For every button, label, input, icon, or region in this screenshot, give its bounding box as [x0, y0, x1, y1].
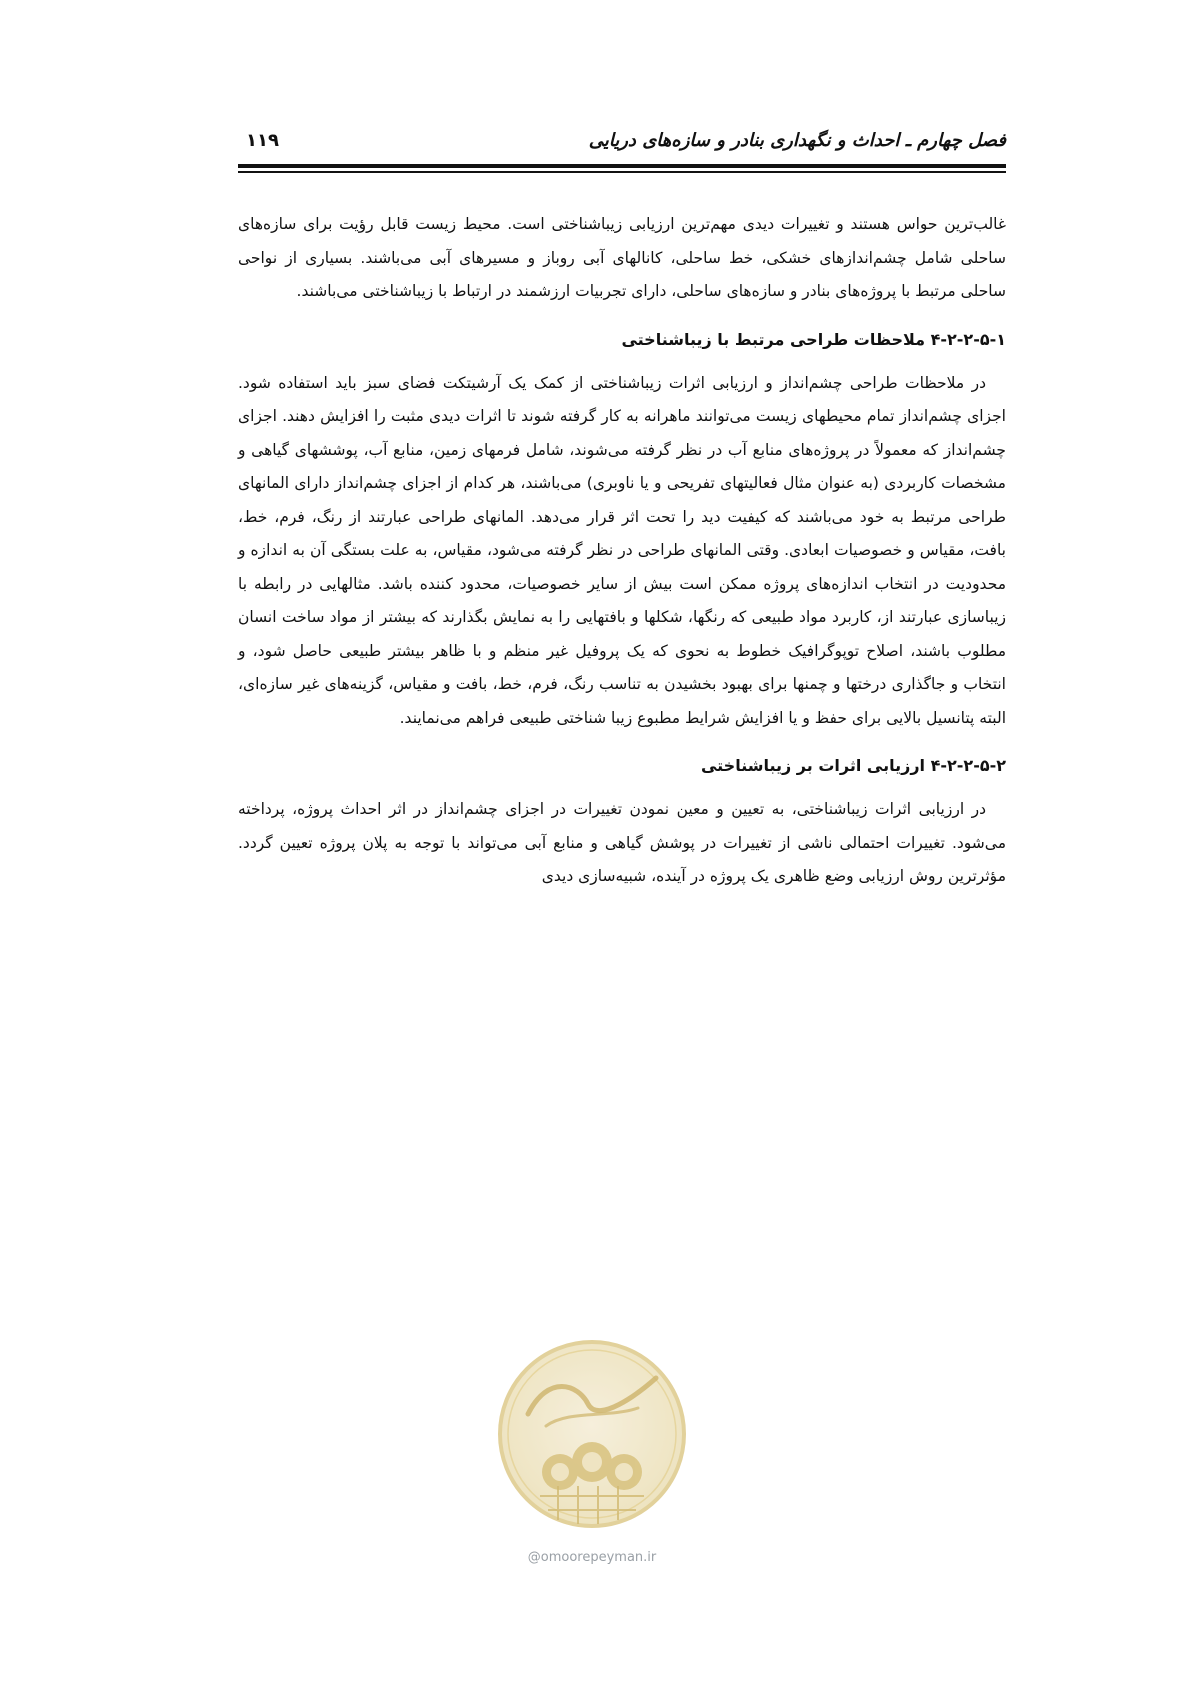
page-body — [238, 208, 1006, 894]
header-rule — [238, 164, 1006, 168]
at-icon: @ — [527, 1550, 541, 1565]
watermark-logo — [488, 1334, 696, 1542]
section-heading-1: ۴-۲-۲-۵-۱ ملاحظات طراحی مرتبط با زیباشناختی — [621, 329, 1006, 349]
section-heading-2: ۴-۲-۲-۵-۲ ارزیابی اثرات بر زیباشناختی — [700, 756, 1006, 775]
watermark-url-text: omoorepeyman.ir — [540, 1550, 657, 1565]
paragraph-3: در ارزیابی اثرات زیباشناختی، به تعیین و معین نمودن تغییرات در اجزای چشم‌انداز در اثر احداث پروژه، پرداخته می‌شود. تغییرات احتمالی ناشی از تغییرات در پوشش گیاهی و منابع آبی می‌تواند با توجه به پلان پروژه تعیین گردد. مؤثرترین روش ارزیابی وضع ظاهری یک پروژه در آینده، شبیه‌سازی دیدی — [238, 800, 1006, 885]
page-number: ۱۱۹ — [246, 130, 279, 151]
chapter-title: فصل چهارم ـ احداث و نگهداری بنادر و سازه‌های دریایی — [588, 130, 1006, 151]
watermark-url — [490, 1550, 694, 1565]
paragraph-1: غالب‌ترین حواس هستند و تغییرات دیدی مهم‌ترین ارزیابی زیباشناختی است. محیط زیست قابل رؤیت برای سازه‌های ساحلی شامل چشم‌اندازهای خشکی، خط ساحلی، کانالهای آبی روباز و مسیرهای آبی می‌باشند. بسیاری از نواحی ساحلی مرتبط با پروژه‌های بنادر و سازه‌های ساحلی، دارای تجربیات ارزشمند در ارتباط با زیباشناختی می‌باشند. — [238, 215, 1006, 300]
paragraph-2: در ملاحظات طراحی چشم‌انداز و ارزیابی اثرات زیباشناختی از کمک یک آرشیتکت فضای سبز باید استفاده شود. اجزای چشم‌انداز تمام محیطهای زیست می‌توانند ماهرانه به کار گرفته شوند تا اثرات دیدی مثبت را افزایش دهند. اجزای چشم‌انداز که معمولاً در پروژه‌های منابع آب در نظر گرفته می‌شوند، شامل فرمهای زمین، منابع آب، پوششهای گیاهی و مشخصات کاربردی (به عنوان مثال فعالیتهای تفریحی و یا ناوبری) می‌باشند، هر کدام از اجزای چشم‌انداز دارای المانهای طراحی مرتبط به خود می‌باشند که کیفیت دید را تحت اثر قرار می‌دهد. المانهای طراحی عبارتند از رنگ، فرم، خط، بافت، مقیاس و خصوصیات ابعادی. وقتی المانهای طراحی در نظر گرفته می‌شود، مقیاس، به علت بستگی آن به اندازه و محدودیت در انتخاب اندازه‌های پروژه ممکن است بیش از سایر خصوصیات، محدود کننده باشد. مثالهایی در رابطه با زیباسازی عبارتند از، کاربرد مواد طبیعی که رنگها، شکلها و بافتهایی را به نمایش بگذارند که بیشتر از مواد ساخت انسان مطلوب باشند، اصلاح توپوگرافیک خطوط به نحوی که یک پروفیل غیر منظم و با ظاهر بیشتر طبیعی حاصل شود، و انتخاب و جاگذاری درختها و چمنها برای بهبود بخشیدن به تناسب رنگ، فرم، خط، بافت و مقیاس، گزینه‌های غیر سازه‌ای، البته پتانسیل بالایی برای حفظ و یا افزایش شرایط مطبوع زیبا شناختی طبیعی فراهم می‌نمایند. — [238, 373, 1006, 727]
header-rule-thin — [238, 171, 1006, 173]
page-header — [238, 128, 1006, 162]
